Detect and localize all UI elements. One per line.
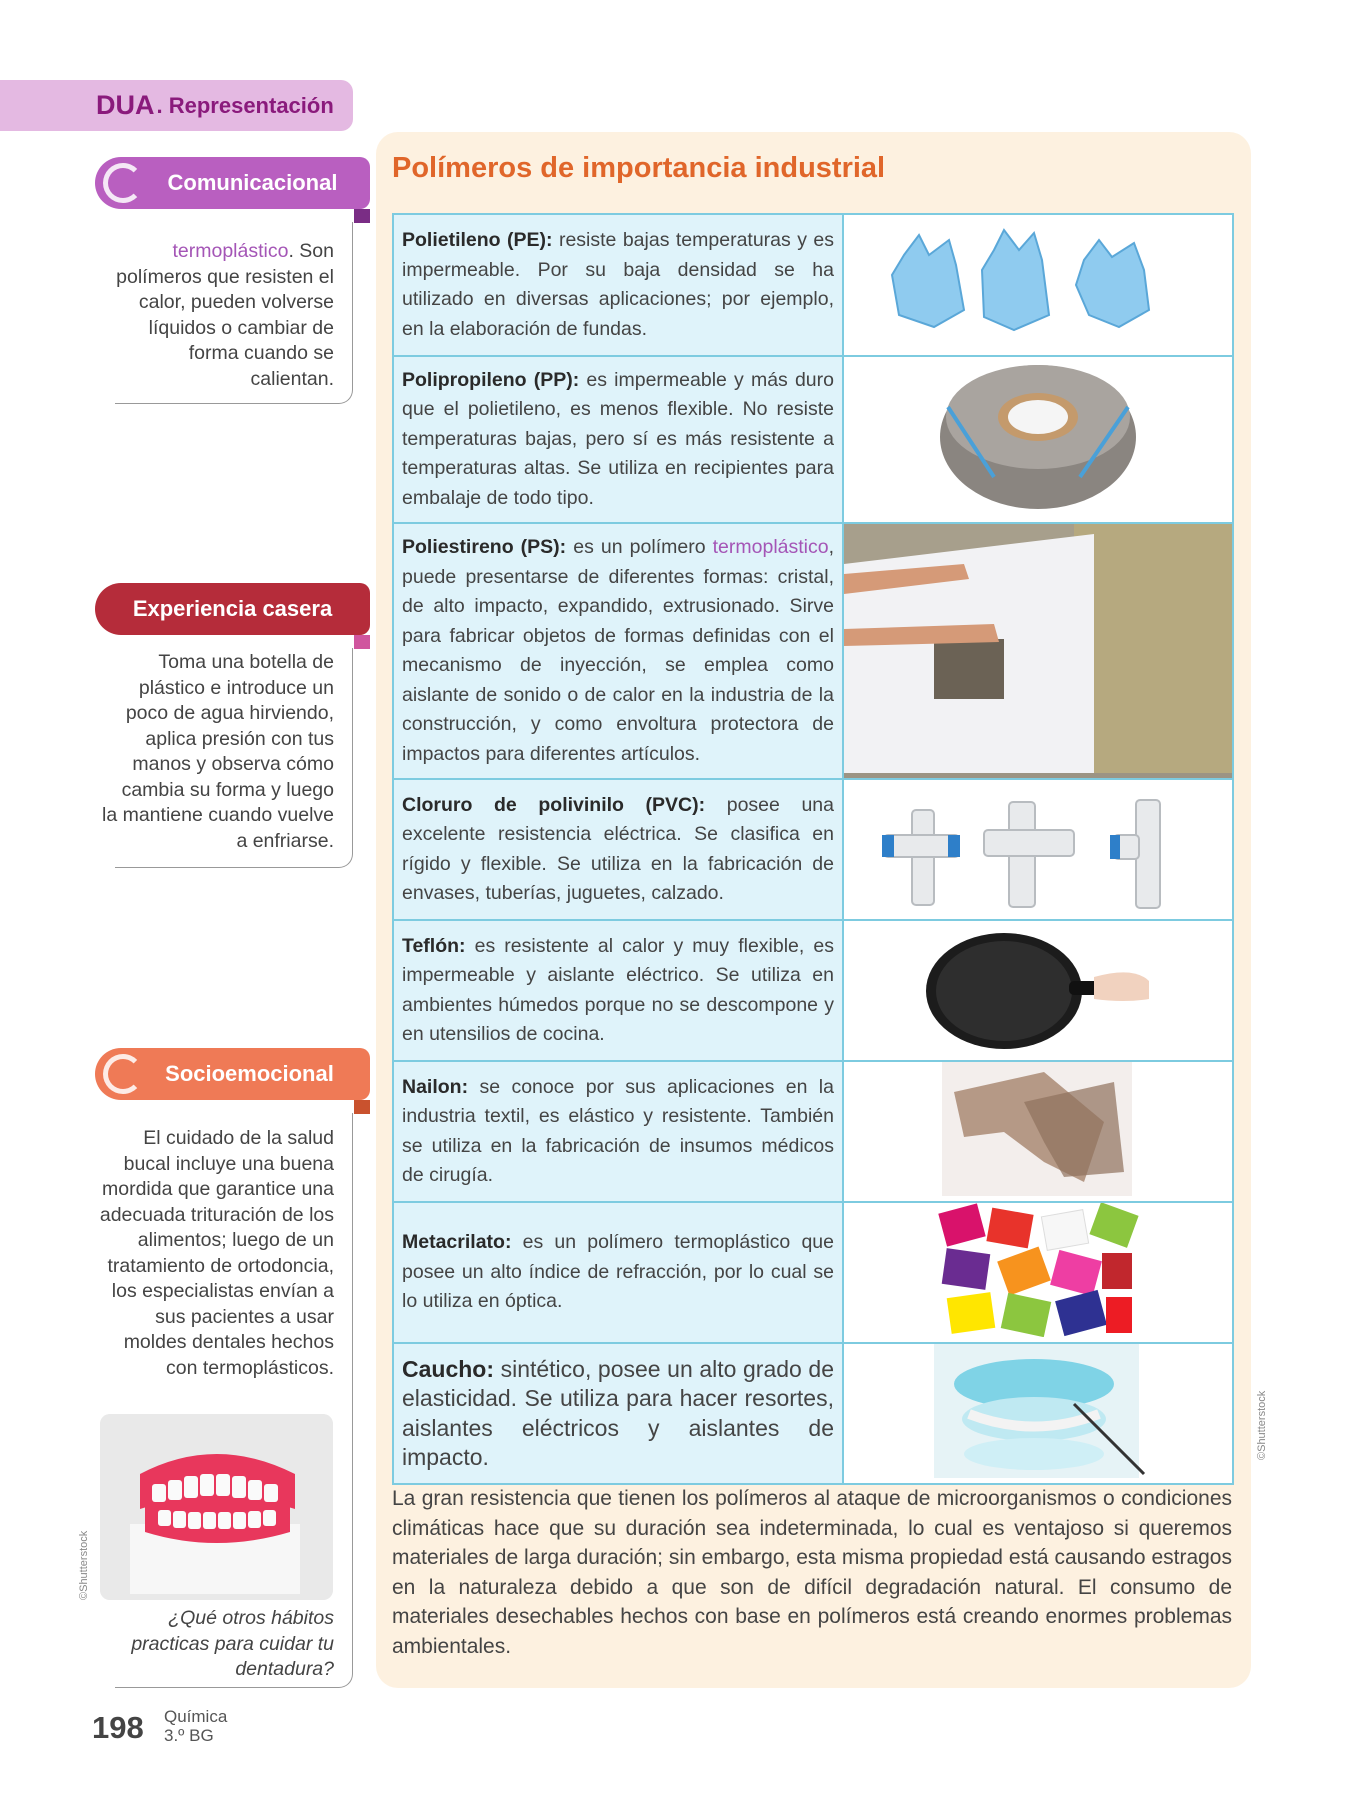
- table-row: [393, 356, 1233, 523]
- dua-suffix: . Representación: [156, 92, 334, 118]
- polymer-name: Poliestireno (PS):: [402, 536, 567, 558]
- plastic-bags-image: [843, 214, 1233, 356]
- polymer-description: es resistente al calor y muy flexible, es impermeable y aislante eléctrico. Se utiliza en ambientes húmedos porque no se descompone y en utensilios de cocina.: [402, 934, 834, 1045]
- polymer-name: Polietileno (PE):: [402, 229, 553, 251]
- polymer-description: posee una excelente resistencia eléctrica. Se clasifica en rígido y flexible. Se utiliza en la fabricación de envases, tuberías, juguetes, calzado.: [402, 793, 834, 904]
- socioemocional-text: El cuidado de la salud bucal incluye una buena mordida que garantice una adecuada trituración de los alimentos; luego de un tratamiento de ortodoncia, los especialistas envían a sus pacientes a usar moldes dentales hechos con termoplásticos.: [99, 1127, 334, 1379]
- polymer-description: es un polímero termoplástico que posee un alto índice de refracción, por lo cual se lo utiliza en óptica.: [402, 1231, 834, 1313]
- comunicacional-frame: [115, 222, 353, 404]
- comunicacional-header: [95, 157, 370, 209]
- table-row: [393, 523, 1233, 779]
- dua-label: DUA: [96, 90, 155, 120]
- polymer-name: Metacrilato:: [402, 1231, 512, 1254]
- frying-pan-image: [843, 920, 1233, 1061]
- grade-label: 3.º BG: [164, 1726, 214, 1745]
- subject-name: Química: [164, 1707, 228, 1726]
- socioemocional-icon: [103, 1054, 143, 1094]
- card-title: Polímeros de importancia industrial: [392, 152, 886, 184]
- page-number: 198: [92, 1710, 144, 1745]
- polymer-description: resiste bajas temperaturas y es impermeable. Por su baja densidad se ha utilizado en diversas aplicaciones; por ejemplo, en la elaboración de fundas.: [402, 229, 834, 340]
- comunicacional-title: Comunicacional: [167, 170, 338, 195]
- table-row: [393, 214, 1233, 356]
- polymer-description: , puede presentarse de diferentes formas: cristal, de alto impacto, expandido, extrusionado. Sirve para fabricar objetos de formas definidas con el mecanismo de inyección, se emplea como aislante de sonido o de calor en la industria de la construcción, y como envoltura protectora de impactos para diferentes artículos.: [402, 536, 835, 765]
- polymer-name: Nailon:: [402, 1075, 469, 1098]
- conclusion-paragraph: La gran resistencia que tienen los polímeros al ataque de microorganismos o condiciones climáticas hace que su duración sea indeterminada, lo cual es ventajoso si queremos materiales de larga duración; sin embargo, esta misma propiedad está causando estragos en la naturaleza debido a que son de difícil degradación natural. El consumo de materiales desechables hechos con base en polímeros está creando enormes problemas ambientales.: [392, 1487, 1232, 1658]
- pvc-fittings-image: [843, 779, 1233, 920]
- polymer-description: es impermeable y más duro que el polietileno, es menos flexible. No resiste temperaturas bajas, pero sí es más resistente a temperaturas altas. Se utiliza en recipientes para embalaje de todo tipo.: [402, 368, 834, 509]
- table-credit: ©Shutterstock: [1256, 1390, 1268, 1460]
- experiencia-text: Toma una botella de plástico e introduce un poco de agua hirviendo, aplica presión con tus manos y observa cómo cambia su forma y luego la mantiene cuando vuelve a enfriarse.: [102, 651, 334, 852]
- socioemocional-header: [95, 1048, 370, 1100]
- polymer-description: sintético, posee un alto grado de elasticidad. Se utiliza para hacer resortes, aislantes eléctricos y aislantes de impacto.: [402, 1355, 834, 1470]
- polymer-name: Cloruro de polivinilo (PVC):: [402, 793, 706, 816]
- polymer-name: Caucho:: [402, 1355, 494, 1382]
- experiencia-header: [95, 583, 370, 635]
- insulation-panel-image: [843, 523, 1233, 779]
- dental-mold-image: [843, 1343, 1233, 1484]
- polymer-name: Teflón:: [402, 934, 466, 957]
- comunicacional-term: termoplástico: [172, 240, 289, 262]
- footer-subject: [164, 1707, 227, 1745]
- experiencia-frame: [115, 648, 353, 868]
- polymer-description: se conoce por sus aplicaciones en la industria textil, es elástico y resistente. También se utiliza en la fabricación de insumos médicos de cirugía.: [402, 1075, 834, 1186]
- nylon-stockings-image: [843, 1061, 1233, 1202]
- polymer-description-pre: es un polímero: [566, 536, 713, 558]
- table-row: [393, 1061, 1233, 1202]
- socioemocional-title: Socioemocional: [165, 1061, 334, 1086]
- teeth-image-credit: ©Shutterstock: [78, 1530, 90, 1600]
- table-row: [393, 920, 1233, 1061]
- acrylic-tiles-image: [843, 1202, 1233, 1343]
- polymer-name: Polipropileno (PP):: [402, 368, 580, 391]
- experiencia-title: Experiencia casera: [132, 596, 333, 621]
- strapping-roll-image: [843, 356, 1233, 523]
- polymers-table: [392, 213, 1234, 1485]
- table-row: [393, 779, 1233, 920]
- polymer-term: termoplástico: [712, 536, 829, 558]
- table-row: [393, 1202, 1233, 1343]
- comunicacional-icon: [103, 163, 143, 203]
- socioemocional-frame: [115, 1113, 353, 1688]
- comunicacional-body: . Son polímeros que resisten el calor, pueden volverse líquidos o cambiar de forma cuando se calientan.: [116, 240, 334, 390]
- dua-header: [0, 80, 353, 131]
- socioemocional-question: ¿Qué otros hábitos practicas para cuidar tu dentadura?: [131, 1607, 334, 1680]
- table-row: [393, 1343, 1233, 1484]
